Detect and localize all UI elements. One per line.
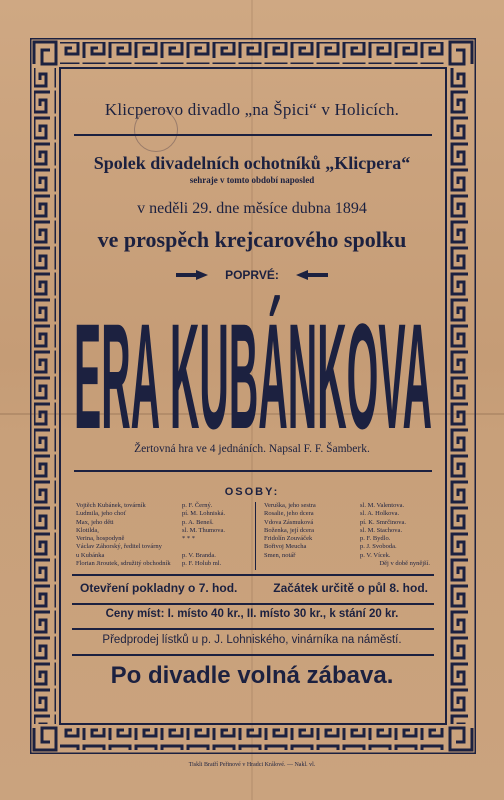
- cast-list-left: [76, 502, 252, 568]
- divider: [74, 470, 432, 472]
- cast-heading: OSOBY:: [224, 486, 280, 498]
- premiere-row: [74, 264, 430, 284]
- premiere-label: POPRVÉ:: [225, 267, 279, 282]
- ticket-prices: Ceny míst: I. místo 40 kr., II. místo 30 kr., k stání 20 kr.: [105, 608, 399, 620]
- pointing-hand-right-icon: [176, 269, 210, 281]
- after-show-note: Po divadle volná zábava.: [110, 662, 394, 689]
- play-subtitle: Žertovná hra ve 4 jednáních. Napsal F. F. Šamberk.: [134, 443, 370, 455]
- cast-row: u Kubánka p. V. Branda.: [76, 551, 216, 559]
- start-time: Začátek určitě o půl 8. hod.: [273, 581, 428, 595]
- performance-date: v neděli 29. dne měsíce dubna 1894: [137, 200, 367, 217]
- cast-list-right: [264, 502, 430, 568]
- cast-row: Vdova Zásmuková pí. K. Smrčinova.: [264, 518, 407, 526]
- divider: [72, 603, 434, 605]
- play-title-graphic: [70, 288, 436, 444]
- cast-row: Rosalie, jeho dcera sl. A. Holkova.: [264, 510, 400, 518]
- society-name: Spolek divadelních ochotníků „Klicpera“: [93, 153, 411, 173]
- theatre-name: Klicperovo divadlo „na Špici“ v Holicích.: [104, 100, 400, 119]
- cast-row: Bořivoj Meucha p. J. Svoboda.: [264, 543, 397, 551]
- cast-row: Verina, hospodyně * * *: [76, 535, 195, 543]
- box-office-time: Otevření pokladny o 7. hod.: [80, 581, 238, 595]
- times-row: [74, 581, 430, 599]
- divider: [72, 574, 434, 576]
- performs-line: sehraje v tomto období naposled: [189, 175, 315, 185]
- cast-row: Max, jeho děti p. A. Beneš.: [76, 518, 214, 526]
- printer-imprint: Tiskli Bratří Peřinové v Hradci Králové. — Nakl. vl.: [188, 762, 316, 768]
- cast-row: Veruška, jeho sestra sl. M. Valentova.: [264, 502, 405, 509]
- play-title: ERA KUBÁNKOVA: [74, 292, 432, 444]
- cast-note: Děj v době nynější.: [379, 560, 430, 568]
- divider: [74, 134, 432, 136]
- cast-row: Smen, notář p. V. Vícek.: [264, 551, 391, 559]
- divider: [72, 654, 434, 656]
- cast-column-divider: [255, 502, 256, 570]
- cast-row: Boženka, její dcera sl. M. Stachova.: [264, 526, 403, 534]
- cast-row: Klotilda, sl. M. Thumova.: [76, 526, 226, 534]
- divider: [72, 628, 434, 630]
- cast-row: Fridolín Zouváček p. F. Bydlo.: [264, 535, 391, 543]
- benefit-line: ve prospěch krejcarového spolku: [97, 227, 407, 252]
- cast-row: Vojtěch Kubánek, továrník p. F. Černý.: [76, 502, 213, 509]
- cast-row: Florian Jiroutek, sdružitý obchodník p. F. Holub ml.: [76, 560, 222, 568]
- presale-info: Předprodej lístků u p. J. Lohniského, vinárníka na náměstí.: [102, 634, 402, 646]
- pointing-hand-left-icon: [294, 269, 328, 281]
- cast-row: Ludmila, jeho choť pí. M. Lohniská.: [76, 510, 226, 518]
- cast-row: Václav Záhorský, ředitel továrny: [76, 543, 162, 551]
